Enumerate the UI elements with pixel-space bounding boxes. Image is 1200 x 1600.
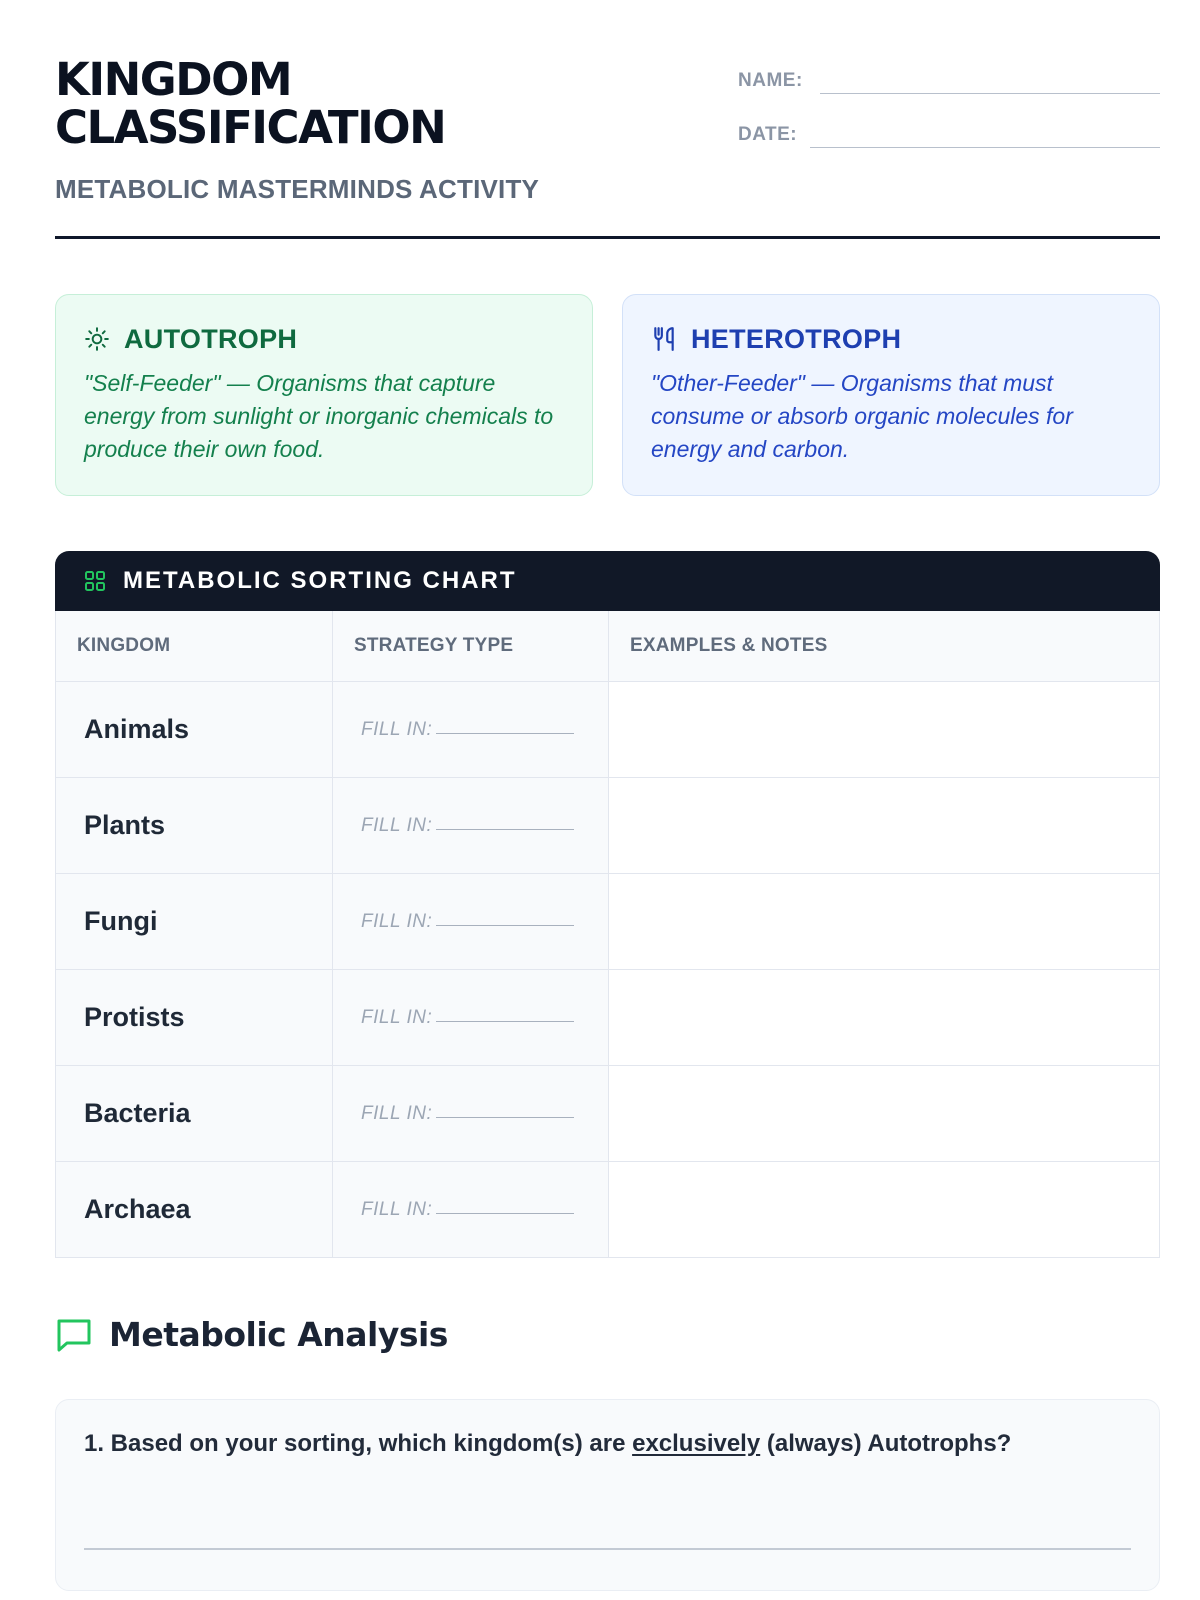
analysis-title: Metabolic Analysis (109, 1315, 448, 1354)
chat-bubble-icon (55, 1317, 93, 1353)
fill-in-label: FILL IN: (361, 718, 433, 740)
date-write-line[interactable] (810, 147, 1160, 148)
worksheet-page (55, 0, 1160, 1600)
strategy-cell[interactable] (332, 1066, 608, 1161)
fill-in-label: FILL IN: (361, 910, 433, 932)
autotroph-heading (84, 323, 564, 355)
column-header-examples: EXAMPLES & NOTES (608, 611, 1159, 681)
page-subtitle: METABOLIC MASTERMINDS ACTIVITY (55, 174, 540, 204)
examples-notes-cell[interactable] (608, 874, 1159, 969)
examples-notes-cell[interactable] (608, 970, 1159, 1065)
kingdom-cell: Protists (56, 970, 332, 1065)
autotroph-definition: "Self-Feeder" — Organisms that capture energy from sunlight or inorganic chemicals to produce their own food. (84, 370, 554, 462)
examples-notes-cell[interactable] (608, 1162, 1159, 1257)
autotroph-card (55, 294, 593, 496)
header-divider (55, 236, 1160, 239)
grid-icon (83, 569, 107, 593)
page-title-line-2: CLASSIFICATION (55, 101, 446, 154)
question-1-text (84, 1430, 1011, 1458)
strategy-cell[interactable] (332, 970, 608, 1065)
question-1-text-part-1: 1. Based on your sorting, which kingdom(s) are (84, 1430, 633, 1457)
heterotroph-card (622, 294, 1160, 496)
examples-notes-cell[interactable] (608, 682, 1159, 777)
fill-in-line[interactable] (436, 1213, 574, 1215)
table-row (56, 681, 1159, 777)
fill-in-label: FILL IN: (361, 1102, 433, 1124)
fill-in-line[interactable] (436, 733, 574, 735)
name-field[interactable] (738, 64, 1160, 94)
date-field[interactable] (738, 118, 1160, 148)
heterotroph-title: HETEROTROPH (691, 323, 902, 354)
page-title (55, 53, 695, 154)
question-1-emphasis: exclusively (632, 1430, 761, 1457)
kingdom-cell: Fungi (56, 874, 332, 969)
autotroph-title: AUTOTROPH (124, 323, 298, 354)
sorting-chart-header (55, 551, 1160, 611)
name-label: NAME: (738, 70, 803, 91)
kingdom-cell: Bacteria (56, 1066, 332, 1161)
heterotroph-heading (651, 323, 1131, 355)
question-1-card (55, 1399, 1160, 1591)
fill-in-line[interactable] (436, 1117, 574, 1119)
kingdom-cell: Animals (56, 682, 332, 777)
table-row (56, 1065, 1159, 1161)
table-row (56, 1161, 1159, 1257)
strategy-cell[interactable] (332, 874, 608, 969)
column-header-strategy: STRATEGY TYPE (332, 611, 608, 681)
sun-icon (84, 326, 110, 352)
page-title-line-1: KINGDOM (55, 53, 292, 106)
table-header-row (56, 611, 1159, 681)
sorting-chart-title: METABOLIC SORTING CHART (123, 567, 517, 594)
answer-write-line[interactable] (84, 1548, 1131, 1550)
name-write-line[interactable] (820, 93, 1160, 94)
fill-in-line[interactable] (436, 925, 574, 927)
fill-in-label: FILL IN: (361, 814, 433, 836)
kingdom-cell: Plants (56, 778, 332, 873)
fill-in-line[interactable] (436, 1021, 574, 1023)
utensils-icon (651, 326, 677, 352)
question-1-text-part-2: (always) Autotrophs? (760, 1430, 1012, 1457)
analysis-heading (55, 1315, 448, 1354)
strategy-cell[interactable] (332, 1162, 608, 1257)
column-header-kingdom: KINGDOM (77, 635, 171, 656)
examples-notes-cell[interactable] (608, 1066, 1159, 1161)
heterotroph-definition: "Other-Feeder" — Organisms that must consume or absorb organic molecules for energy and carbon. (651, 370, 1073, 462)
table-row (56, 969, 1159, 1065)
strategy-cell[interactable] (332, 682, 608, 777)
table-row (56, 777, 1159, 873)
sorting-table (55, 611, 1160, 1258)
examples-notes-cell[interactable] (608, 778, 1159, 873)
date-label: DATE: (738, 124, 798, 145)
strategy-cell[interactable] (332, 778, 608, 873)
fill-in-line[interactable] (436, 829, 574, 831)
table-row (56, 873, 1159, 969)
fill-in-label: FILL IN: (361, 1006, 433, 1028)
fill-in-label: FILL IN: (361, 1198, 433, 1220)
kingdom-cell: Archaea (56, 1162, 332, 1257)
